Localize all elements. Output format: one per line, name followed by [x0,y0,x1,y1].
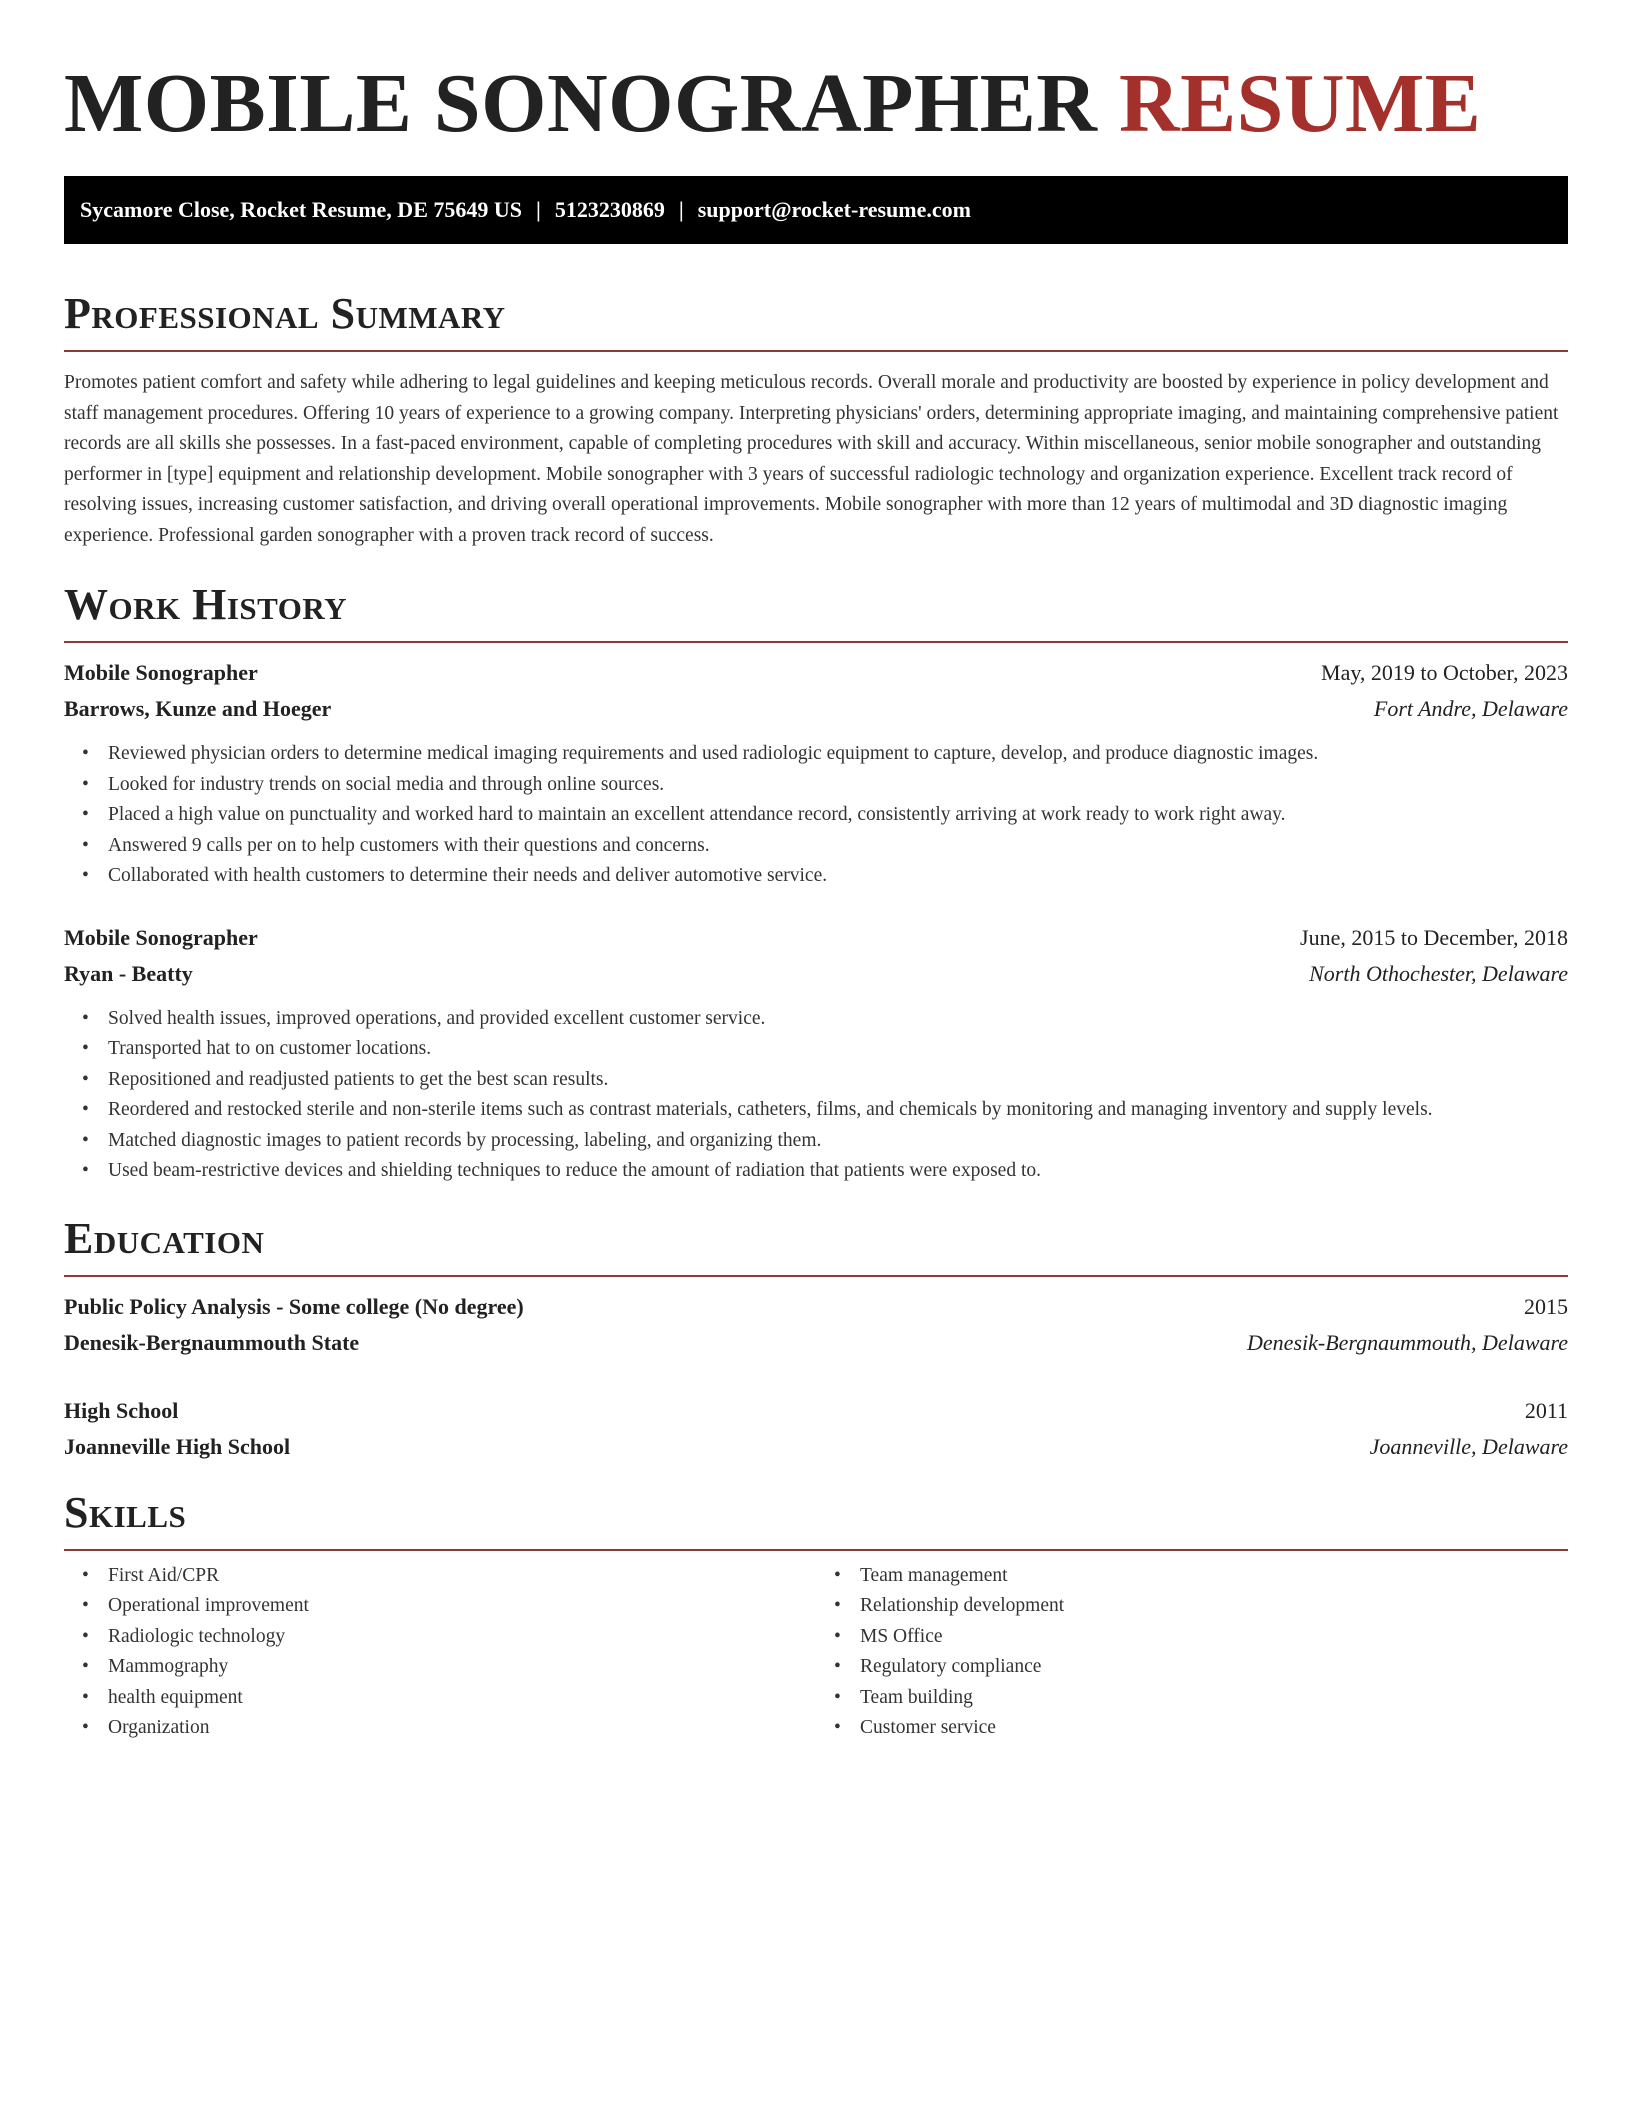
education-degree: High School [64,1397,179,1423]
skill-item: • Operational improvement [108,1591,816,1622]
education-entry [64,1393,1568,1465]
education-school: Denesik-Bergnaummouth State [64,1329,360,1355]
skills-section [64,1487,1568,1744]
education-school-row [64,1429,1568,1465]
skills-list [64,1561,816,1744]
job-duty-item: • Solved health issues, improved operations, and provided excellent customer service. [108,1004,1568,1035]
summary-text: Promotes patient comfort and safety while adhering to legal guidelines and keeping meticulous records. Overall morale and productivity are boosted by experience in policy development and staff management procedures. Offering 10 years of experience to a growing company. Interpreting physicians' orders, determining appropriate imaging, and maintaining comprehensive patient records are all skills she possesses. In a fast-paced environment, capable of completing procedures with skill and accuracy. Within miscellaneous, senior mobile sonographer and outstanding performer in [type] equipment and relationship development. Mobile sonographer with 3 years of successful radiologic technology and organization experience. Excellent track record of resolving issues, increasing customer satisfaction, and driving overall operational improvements. Mobile sonographer with more than 12 years of multimodal and 3D diagnostic imaging experience. Professional garden sonographer with a proven track record of success. [64,372,1559,546]
skill-item: • Relationship development [860,1591,1568,1622]
job-entry [64,920,1568,1187]
education-school: Joanneville High School [64,1433,291,1459]
skills-column-left [64,1561,816,1744]
education-location: Denesik-Bergnaummouth, Delaware [1247,1329,1568,1355]
education-header-row [64,1393,1568,1429]
section-divider [64,350,1568,352]
skill-item: • Team building [860,1683,1568,1714]
job-duty-item: • Repositioned and readjusted patients to get the best scan results. [108,1065,1568,1096]
section-heading-education: Education [64,1213,265,1263]
section-divider [64,1549,1568,1551]
skill-item: • health equipment [108,1683,816,1714]
job-dates: June, 2015 to December, 2018 [1300,924,1568,950]
job-duty-item: • Used beam-restrictive devices and shielding techniques to reduce the amount of radiation that patients were exposed to. [108,1156,1568,1187]
job-duty-item: • Matched diagnostic images to patient records by processing, labeling, and organizing them. [108,1126,1568,1157]
education-section [64,1213,1568,1465]
resume-title [64,56,1568,152]
job-entry [64,655,1568,892]
resume-title-accent: RESUME [1118,57,1482,150]
job-title: Mobile Sonographer [64,924,258,950]
job-duty-item: • Collaborated with health customers to determine their needs and deliver automotive service. [108,861,1568,892]
skill-item: • MS Office [860,1622,1568,1653]
job-duties-list [64,1004,1568,1187]
education-header-row [64,1289,1568,1325]
job-duty-item: • Answered 9 calls per on to help customers with their questions and concerns. [108,831,1568,862]
education-entry [64,1289,1568,1361]
contact-separator: | [678,197,684,222]
contact-bar [64,176,1568,244]
job-title: Mobile Sonographer [64,660,258,685]
section-heading-work-history: Work History [64,580,348,629]
job-location: North Othochester, Delaware [1309,960,1568,986]
job-company-row [64,956,1568,992]
contact-email[interactable]: support@rocket-resume.com [697,197,971,222]
job-dates: May, 2019 to October, 2023 [1321,660,1568,685]
education-degree: Public Policy Analysis - Some college (No degree) [64,1293,524,1319]
job-header-row [64,920,1568,956]
summary-section [64,288,1568,551]
skills-list [816,1561,1568,1744]
resume-title-main: MOBILE SONOGRAPHER [64,57,1098,150]
job-location: Fort Andre, Delaware [1373,696,1568,721]
job-duty-item: • Reviewed physician orders to determine medical imaging requirements and used radiologic equipment to capture, develop, and produce diagnostic images. [108,739,1568,770]
job-company: Barrows, Kunze and Hoeger [64,696,332,721]
work-history-section [64,579,1568,1187]
education-school-row [64,1325,1568,1361]
job-header-row [64,655,1568,691]
job-company: Ryan - Beatty [64,960,193,986]
section-divider [64,641,1568,643]
contact-separator: | [536,197,541,222]
skill-item: • Mammography [108,1652,816,1683]
skills-grid [64,1561,1568,1744]
job-duties-list [64,739,1568,892]
section-divider [64,1275,1568,1277]
skill-item: • Customer service [860,1713,1568,1744]
skill-item: • Radiologic technology [108,1622,816,1653]
job-duty-item: • Placed a high value on punctuality and worked hard to maintain an excellent attendance record, consistently arriving at work ready to work right away. [108,800,1568,831]
skill-item: • Regulatory compliance [860,1652,1568,1683]
section-heading-summary: Professional Summary [64,289,506,338]
job-duty-item: • Transported hat to on customer locations. [108,1034,1568,1065]
contact-phone[interactable]: 5123230869 [554,197,665,222]
education-year: 2011 [1524,1397,1568,1423]
skill-item: • Team management [860,1561,1568,1592]
education-location: Joanneville, Delaware [1369,1433,1568,1459]
education-year: 2015 [1524,1293,1568,1319]
skill-item: • Organization [108,1713,816,1744]
job-duty-item: • Looked for industry trends on social media and through online sources. [108,770,1568,801]
contact-address: Sycamore Close, Rocket Resume, DE 75649 US [80,197,522,222]
skill-item: • First Aid/CPR [108,1561,816,1592]
section-heading-skills: Skills [64,1487,187,1537]
job-duty-item: • Reordered and restocked sterile and non-sterile items such as contrast materials, catheters, films, and chemicals by monitoring and managing inventory and supply levels. [108,1095,1568,1126]
job-company-row [64,691,1568,727]
skills-column-right [816,1561,1568,1744]
